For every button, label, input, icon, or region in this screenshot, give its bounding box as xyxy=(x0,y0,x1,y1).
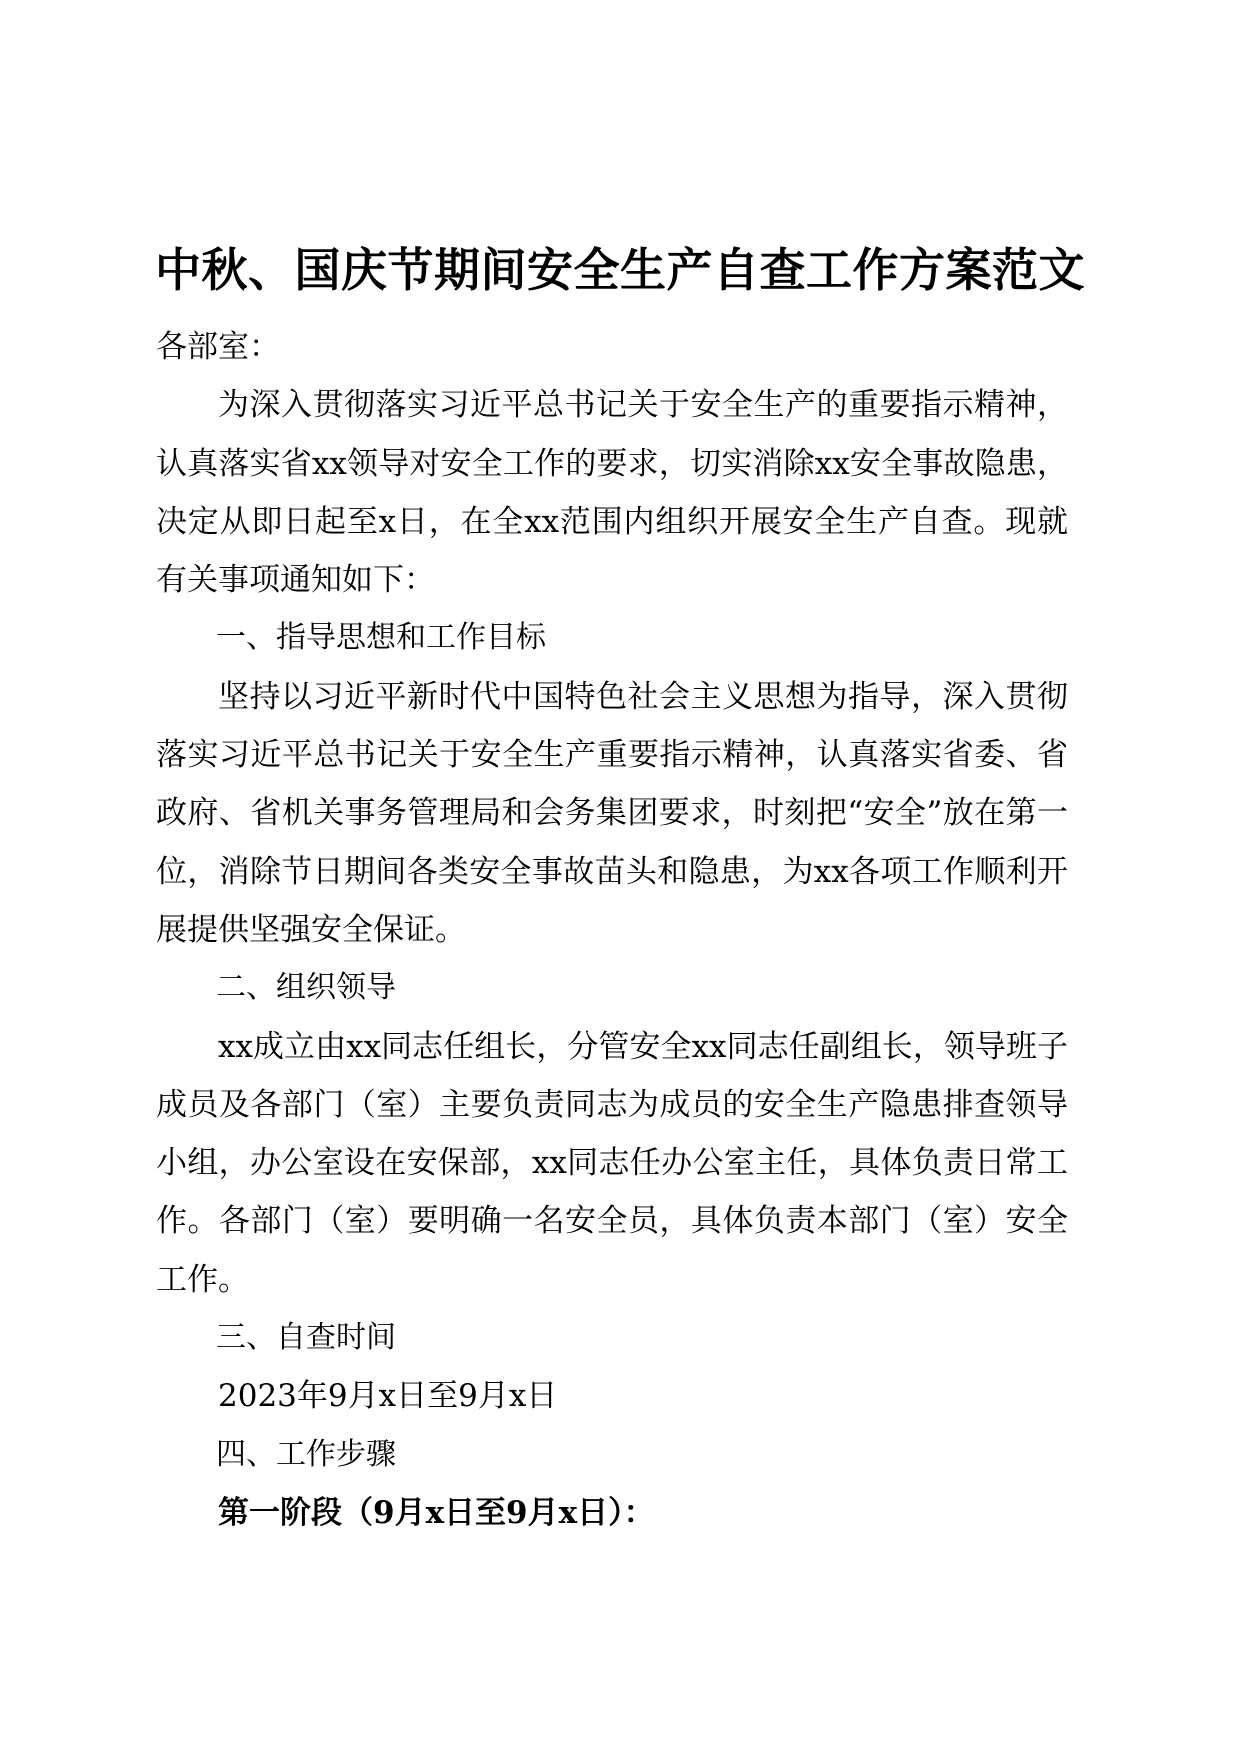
document-title: 中秋、国庆节期间安全生产自查工作方案范文 xyxy=(155,243,1085,297)
salutation: 各部室： xyxy=(156,329,280,365)
section-heading-organization: 二、组织领导 xyxy=(216,970,396,1006)
section-text-inspection-time: 2023年9月x日至9月x日 xyxy=(218,1378,558,1415)
section-text-guiding-ideology: 坚持以习近平新时代中国特色社会主义思想为指导，深入贯彻落实习近平总书记关于安全生产重要指示精神，认真落实省委、省政府、省机关事务管理局和会务集团要求，时刻把“安全”放在第一位，消除节日期间各类安全事故苗头和隐患，为xx各项工作顺利开展提供坚强安全保证。 xyxy=(156,678,1068,948)
section-heading-guiding-ideology: 一、指导思想和工作目标 xyxy=(216,620,546,656)
section-text-organization: xx成立由xx同志任组长，分管安全xx同志任副组长，领导班子成员及各部门（室）主要负责同志为成员的安全生产隐患排查领导小组，办公室设在安保部，xx同志任办公室主任，具体负责日常工作。各部门（室）要明确一名安全员，具体负责本部门（室）安全工作。 xyxy=(156,1028,1068,1298)
intro-paragraph: 为深入贯彻落实习近平总书记关于安全生产的重要指示精神，认真落实省xx领导对安全工作的要求，切实消除xx安全事故隐患，决定从即日起至x日，在全xx范围内组织开展安全生产自查。现就有关事项通知如下： xyxy=(156,387,1068,599)
section-heading-inspection-time: 三、自查时间 xyxy=(216,1320,396,1356)
document-body xyxy=(156,318,1068,1542)
section-heading-work-steps: 四、工作步骤 xyxy=(216,1436,396,1472)
stage-one-heading: 第一阶段（9月x日至9月x日）： xyxy=(218,1494,655,1531)
